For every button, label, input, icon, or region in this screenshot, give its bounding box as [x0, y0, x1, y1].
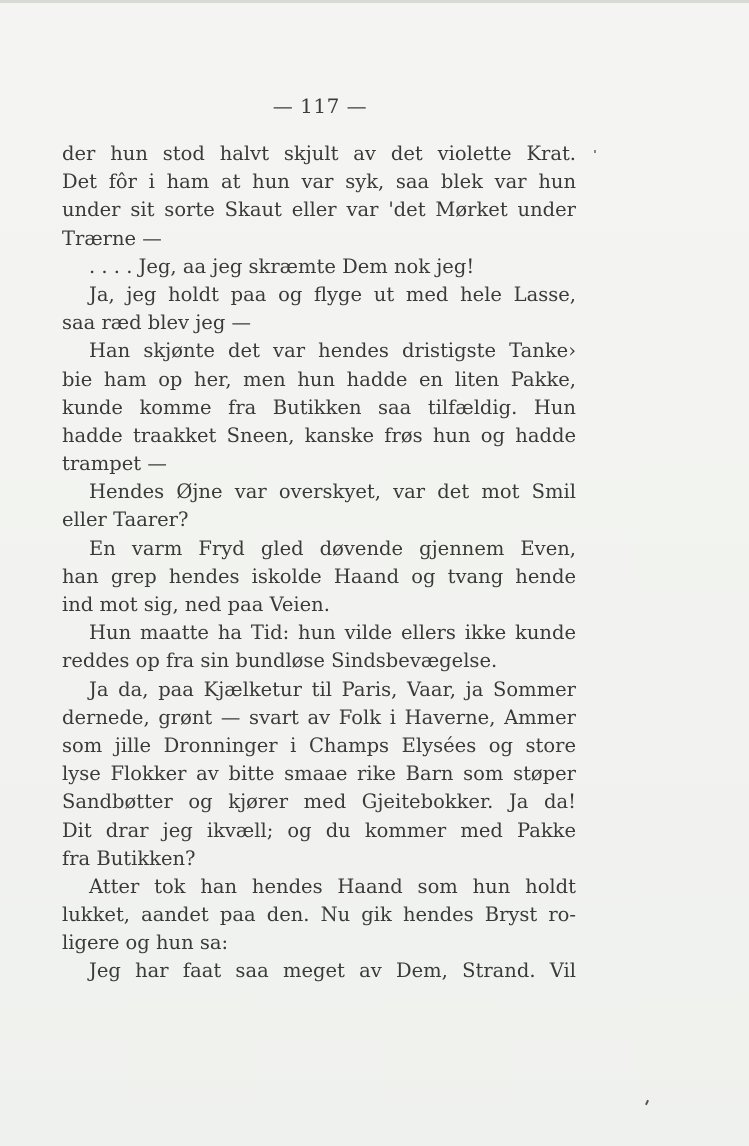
text-line: kunde komme fra Butikken saa tilfældig. Hun [62, 395, 576, 419]
text-line: ligere og hun sa: [62, 931, 229, 955]
ink-speck [594, 150, 596, 153]
ink-speck [645, 1100, 649, 1105]
text-line: Han skjønte det var hendes dristigste Tanke› [89, 339, 576, 363]
text-line: fra Butikken? [62, 846, 196, 870]
text-line: . . . . Jeg, aa jeg skræmte Dem nok jeg! [89, 254, 475, 278]
page-number: — 117 — [272, 94, 368, 118]
text-line: som jille Dronninger i Champs Elysées og store [62, 733, 576, 757]
text-line: hadde traakket Sneen, kanske frøs hun og hadde [62, 423, 576, 447]
text-line: Hun maatte ha Tid: hun vilde ellers ikke kunde [89, 621, 576, 645]
text-line: saa ræd blev jeg — [62, 311, 252, 335]
text-line: dernede, grønt — svart av Folk i Haverne, Ammer [62, 705, 576, 729]
text-line: Dit drar jeg ikvæll; og du kommer med Pakke [62, 818, 576, 842]
text-line: Ja da, paa Kjælketur til Paris, Vaar, ja Sommer [89, 677, 576, 701]
text-line: der hun stod halvt skjult av det violette Krat. [62, 142, 576, 165]
text-line: En varm Fryd gled døvende gjennem Even, [89, 536, 576, 560]
text-line: eller Taarer? [62, 508, 189, 532]
text-line: Trærne — [62, 226, 162, 250]
text-line: Sandbøtter og kjører med Gjeitebokker. Ja da! [62, 790, 576, 814]
text-line: han grep hendes iskolde Haand og tvang hende [62, 564, 576, 588]
text-line: under sit sorte Skaut eller var 'det Mørket under [62, 198, 576, 222]
text-line: reddes op fra sin bundløse Sindsbevægelse. [62, 649, 498, 673]
text-line: Ja, jeg holdt paa og flyge ut med hele Lasse, [89, 282, 576, 306]
text-line: ind mot sig, ned paa Veien. [62, 593, 330, 616]
page-top-edge [0, 0, 749, 3]
text-line: trampet — [62, 452, 167, 476]
text-line: lyse Flokker av bitte smaae rike Barn som støper [62, 762, 576, 786]
body-text [62, 140, 576, 986]
text-line: Jeg har faat saa meget av Dem, Strand. Vil [89, 959, 576, 983]
text-line: Det fôr i ham at hun var syk, saa blek var hun [62, 170, 576, 194]
text-line: Atter tok han hendes Haand som hun holdt [89, 874, 576, 898]
text-line: bie ham op her, men hun hadde en liten Pakke, [62, 367, 576, 391]
text-line: Hendes Øjne var overskyet, var det mot Smil [89, 480, 576, 504]
text-line: lukket, aandet paa den. Nu gik hendes Bryst ro- [62, 903, 576, 927]
